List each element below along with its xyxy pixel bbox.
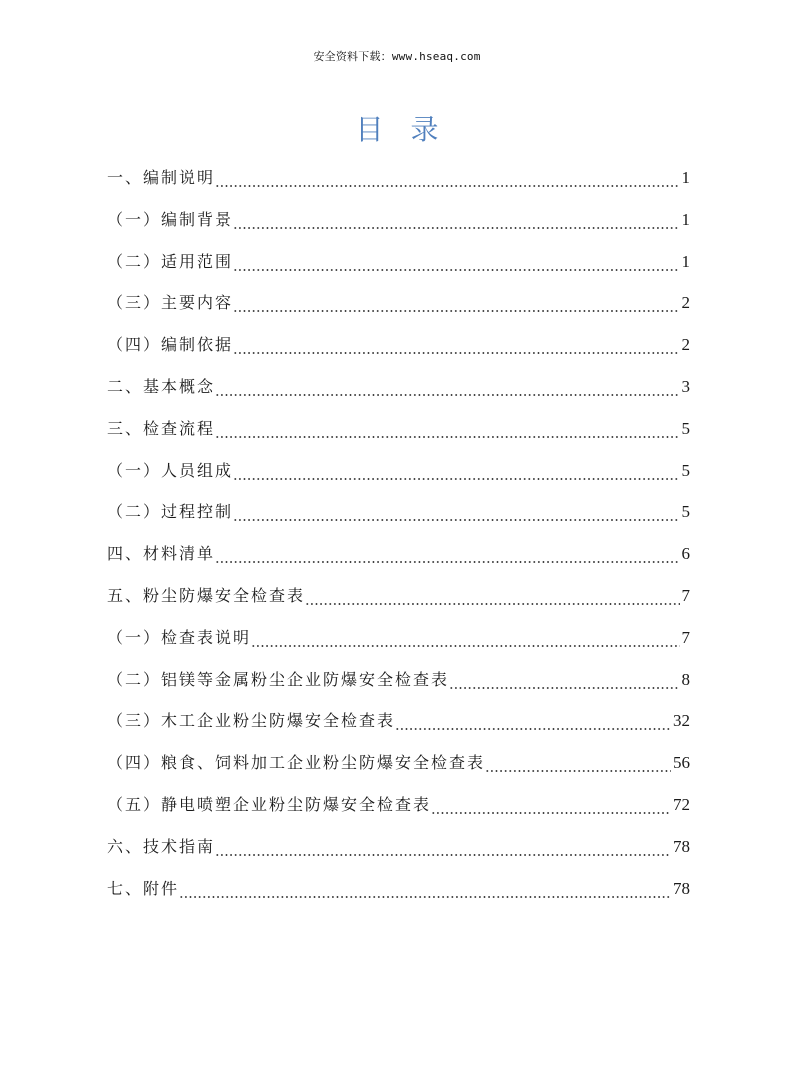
toc-dot-leader xyxy=(305,575,679,617)
toc-entry-page-number: 78 xyxy=(673,836,690,856)
toc-dot-leader xyxy=(485,742,671,784)
toc-entry-label: 五、粉尘防爆安全检查表 xyxy=(107,585,306,605)
toc-entry xyxy=(107,199,690,241)
toc-dot-leader xyxy=(233,491,679,533)
toc-entry xyxy=(107,784,690,826)
toc-entry-label: 二、基本概念 xyxy=(107,376,216,396)
toc-dot-leader xyxy=(251,617,679,659)
toc-entry xyxy=(107,575,690,617)
toc-entry-page-number: 2 xyxy=(681,293,690,313)
toc-entry-page-number: 6 xyxy=(681,544,690,564)
toc-dot-leader xyxy=(233,241,679,283)
toc-entry-label: （二）铝镁等金属粉尘企业防爆安全检查表 xyxy=(107,669,450,689)
toc-dot-leader xyxy=(449,659,679,701)
toc-dot-leader xyxy=(233,324,679,366)
toc-dot-leader xyxy=(179,868,671,910)
toc-entry xyxy=(107,408,690,450)
toc-entry-page-number: 2 xyxy=(681,335,690,355)
toc-entry xyxy=(107,491,690,533)
toc-entry xyxy=(107,282,690,324)
toc-entry-page-number: 72 xyxy=(673,794,690,814)
toc-entry-label: （三）主要内容 xyxy=(107,293,234,313)
toc-entry-label: （四）编制依据 xyxy=(107,335,234,355)
toc-entry xyxy=(107,241,690,283)
toc-entry-label: （三）木工企业粉尘防爆安全检查表 xyxy=(107,711,396,731)
toc-dot-leader xyxy=(215,826,671,868)
toc-entry-label: （一）检查表说明 xyxy=(107,627,252,647)
page-header: 安全资料下载：www.hseaq.com xyxy=(313,50,481,63)
toc-dot-leader xyxy=(215,408,679,450)
toc-dot-leader xyxy=(233,450,679,492)
toc-entry-page-number: 7 xyxy=(681,585,690,605)
toc-entry-label: （二）过程控制 xyxy=(107,502,234,522)
toc-dot-leader xyxy=(431,784,671,826)
toc-entry xyxy=(107,324,690,366)
toc-entry-label: （二）适用范围 xyxy=(107,251,234,271)
toc-entry xyxy=(107,617,690,659)
toc-entry-page-number: 5 xyxy=(681,502,690,522)
toc-entry-page-number: 1 xyxy=(681,168,690,187)
toc-entry-label: （五）静电喷塑企业粉尘防爆安全检查表 xyxy=(107,794,432,814)
toc-entry xyxy=(107,450,690,492)
toc-entry-page-number: 32 xyxy=(673,711,690,731)
toc-entry-page-number: 56 xyxy=(673,753,690,773)
toc-entry-label: （四）粮食、饲料加工企业粉尘防爆安全检查表 xyxy=(107,753,486,773)
toc-dot-leader xyxy=(233,199,679,241)
toc-dot-leader xyxy=(215,366,679,408)
toc-entry-label: （一）人员组成 xyxy=(107,460,234,480)
toc-entry-page-number: 7 xyxy=(681,627,690,647)
toc-entry xyxy=(107,366,690,408)
toc-entry-page-number: 5 xyxy=(681,460,690,480)
toc-entry-page-number: 78 xyxy=(673,878,690,898)
toc-entry-label: 四、材料清单 xyxy=(107,544,216,564)
toc-entry-label: 三、检查流程 xyxy=(107,418,216,438)
toc-entry-page-number: 3 xyxy=(681,376,690,396)
toc-entry-page-number: 1 xyxy=(681,251,690,271)
toc-entry-label: 六、技术指南 xyxy=(107,836,216,856)
toc-dot-leader xyxy=(233,282,679,324)
toc-entry-page-number: 8 xyxy=(681,669,690,689)
toc-dot-leader xyxy=(215,533,679,575)
toc-entry-label: （一）编制背景 xyxy=(107,209,234,229)
toc-entry xyxy=(107,659,690,701)
toc-entry-label: 七、附件 xyxy=(107,878,180,898)
toc-entry xyxy=(107,533,690,575)
toc-entry xyxy=(107,157,690,199)
toc-entry-page-number: 1 xyxy=(681,209,690,229)
toc-entry xyxy=(107,868,690,910)
toc-entry-label: 一、编制说明 xyxy=(107,168,216,187)
table-of-contents xyxy=(107,157,690,909)
toc-entry xyxy=(107,742,690,784)
toc-entry-page-number: 5 xyxy=(681,418,690,438)
toc-title: 目 录 xyxy=(355,113,448,146)
toc-entry xyxy=(107,826,690,868)
toc-dot-leader xyxy=(395,700,671,742)
toc-entry xyxy=(107,700,690,742)
toc-dot-leader xyxy=(215,157,679,199)
